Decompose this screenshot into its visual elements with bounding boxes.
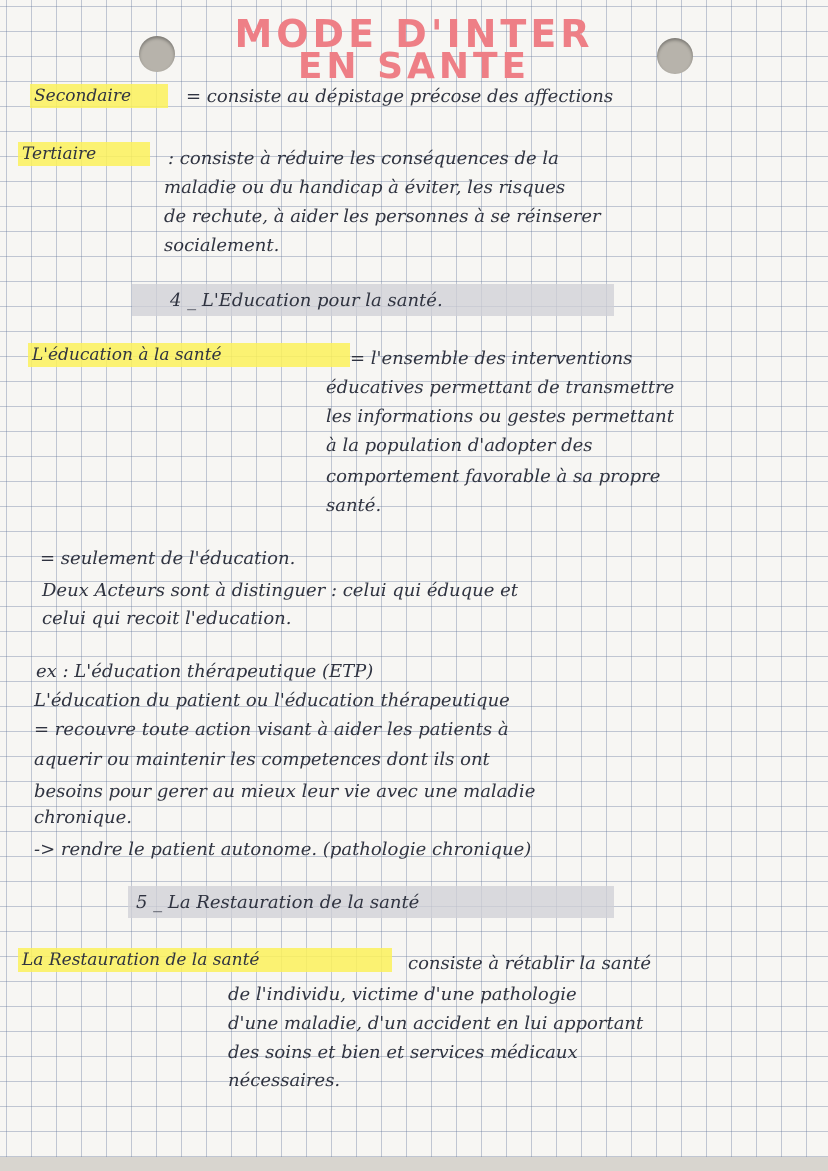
section-5-heading: 5 _ La Restauration de la santé <box>136 892 420 913</box>
definition-education-line: santé. <box>326 495 382 516</box>
definition-secondaire: = consiste au dépistage précose des affections <box>186 86 614 107</box>
example-line: = recouvre toute action visant à aider les patients à <box>34 719 509 740</box>
term-education: L'éducation à la santé <box>32 345 222 365</box>
page-title-line2: EN SANTE <box>297 46 531 87</box>
page-bottom-edge <box>0 1157 828 1171</box>
definition-restauration-line: nécessaires. <box>228 1070 341 1091</box>
section-4-heading: 4 _ L'Education pour la santé. <box>170 290 443 311</box>
definition-restauration-line: d'une maladie, d'un accident en lui apportant <box>228 1013 644 1034</box>
example-line: ex : L'éducation thérapeutique (ETP) <box>36 661 374 682</box>
definition-education-line: éducatives permettant de transmettre <box>326 377 675 398</box>
note-line: Deux Acteurs sont à distinguer : celui qui éduque et <box>42 580 519 601</box>
definition-education-line: comportement favorable à sa propre <box>326 466 661 487</box>
definition-education-line: = l'ensemble des interventions <box>350 348 633 369</box>
definition-tertiaire-line: socialement. <box>164 235 280 256</box>
definition-restauration-line: de l'individu, victime d'une pathologie <box>228 984 577 1005</box>
example-line: besoins pour gerer au mieux leur vie avec une maladie <box>34 781 536 802</box>
definition-education-line: à la population d'adopter des <box>326 435 593 456</box>
definition-tertiaire-line: maladie ou du handicap à éviter, les risques <box>164 177 566 198</box>
term-tertiaire: Tertiaire <box>22 144 97 164</box>
example-line: chronique. <box>34 807 132 828</box>
page-title-line1: MODE D'INTER <box>234 12 594 56</box>
definition-restauration-line: consiste à rétablir la santé <box>408 953 652 974</box>
definition-education-line: les informations ou gestes permettant <box>326 406 674 427</box>
example-line: -> rendre le patient autonome. (pathologie chronique) <box>34 839 532 860</box>
note-line: celui qui recoit l'education. <box>42 608 292 629</box>
definition-tertiaire-line: : consiste à réduire les conséquences de la <box>168 148 559 169</box>
term-restauration: La Restauration de la santé <box>22 950 260 970</box>
example-line: L'éducation du patient ou l'éducation thérapeutique <box>34 690 510 711</box>
example-line: aquerir ou maintenir les competences dont ils ont <box>34 749 490 770</box>
definition-restauration-line: des soins et bien et services médicaux <box>228 1042 578 1063</box>
note-line: = seulement de l'éducation. <box>40 548 296 569</box>
definition-tertiaire-line: de rechute, à aider les personnes à se réinserer <box>164 206 601 227</box>
term-secondaire: Secondaire <box>34 86 132 106</box>
